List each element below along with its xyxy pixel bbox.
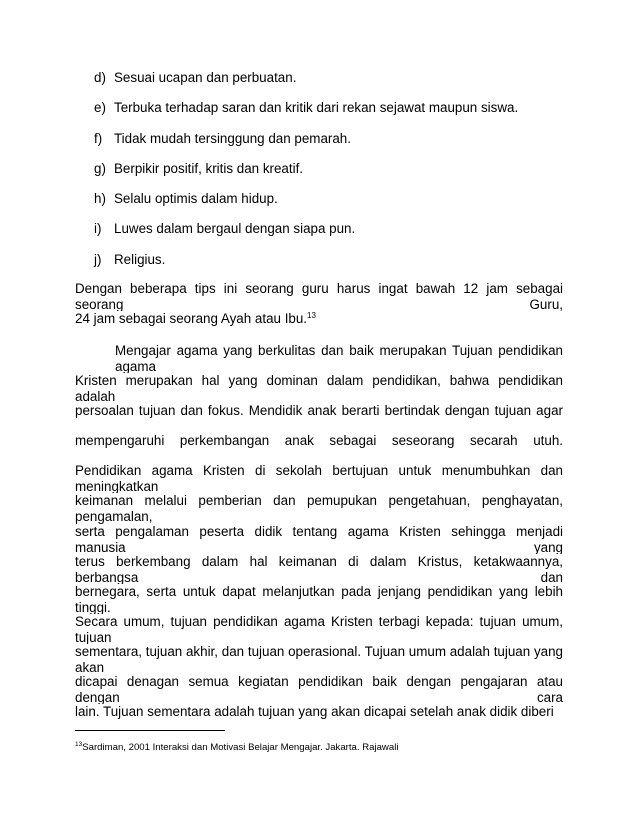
- paragraph-line: Dengan beberapa tips ini seorang guru harus ingat bawah 12 jam sebagai seorang Guru,: [75, 281, 563, 312]
- list-item: [94, 161, 574, 191]
- paragraph-line: mempengaruhi perkembangan anak sebagai seseorang secarah utuh.: [75, 433, 563, 449]
- paragraph-line: Secara umum, tujuan pendidikan agama Kristen terbagi kepada: tujuan umum, tujuan: [75, 613, 563, 644]
- list-item-text: Sesuai ucapan dan perbuatan.: [114, 70, 297, 85]
- footnote-reference[interactable]: 13: [307, 311, 316, 321]
- list-item: [94, 70, 574, 100]
- paragraph-line-text: 24 jam sebagai seorang Ayah atau Ibu.: [75, 311, 308, 327]
- list-item: [94, 131, 574, 161]
- paragraph-line: bernegara, serta untuk dapat melanjutkan pada jenjang pendidikan yang lebih tinggi.: [75, 583, 563, 614]
- list-item: [94, 252, 574, 282]
- list-marker: j): [94, 251, 102, 267]
- list-item-text: Selalu optimis dalam hidup.: [114, 191, 278, 207]
- list-marker: d): [94, 70, 106, 85]
- list-item-text: Tidak mudah tersinggung dan pemarah.: [114, 130, 351, 146]
- paragraph-line: dicapai denagan semua kegiatan pendidikan baik dengan pengajaran atau dengan cara: [75, 674, 563, 705]
- paragraph-tips: [75, 281, 563, 341]
- paragraph-line: Kristen merupakan hal yang dominan dalam pendidikan, bahwa pendidikan adalah: [75, 373, 563, 404]
- paragraph-line: serta pengalaman peserta didik tentang agama Kristen sehingga menjadi manusia yang: [75, 523, 563, 554]
- list-item-text: Berpikir positif, kritis dan kreatif.: [114, 160, 304, 176]
- list-item-text: Religius.: [114, 251, 166, 267]
- paragraph-line: keimanan melalui pemberian dan pemupukan pengetahuan, penghayatan, pengamalan,: [75, 493, 563, 524]
- list-marker: i): [94, 221, 102, 237]
- paragraph-line: persoalan tujuan dan fokus. Mendidik anak berarti bertindak dengan tujuan agar: [75, 403, 563, 419]
- list-item-text: Luwes dalam bergaul dengan siapa pun.: [114, 221, 356, 237]
- paragraph-line: lain. Tujuan sementara adalah tujuan yang akan dicapai setelah anak didik diberi: [75, 704, 554, 720]
- list-marker: h): [94, 191, 106, 207]
- paragraph-line: [75, 311, 563, 341]
- footnote-separator: [75, 730, 225, 731]
- list-item: [94, 191, 574, 221]
- list-item: [94, 100, 574, 130]
- list-marker: e): [94, 100, 106, 116]
- footnote-number: 13: [75, 741, 83, 748]
- paragraph-tujuan: [75, 343, 563, 734]
- list-marker: f): [94, 130, 103, 146]
- paragraph-line: Mengajar agama yang berkulitas dan baik merupakan Tujuan pendidikan agama: [115, 343, 563, 374]
- paragraph-line: sementara, tujuan akhir, dan tujuan operasional. Tujuan umum adalah tujuan yang akan: [75, 643, 563, 675]
- footnote: [75, 742, 398, 754]
- list-marker: g): [94, 160, 106, 176]
- paragraph-line: terus berkembang dalam hal keimanan di dalam Kristus, ketakwaannya, berbangsa dan: [75, 553, 563, 584]
- footnote-text: Sardiman, 2001 Interaksi dan Motivasi Belajar Mengajar. Jakarta. Rajawali: [82, 742, 399, 753]
- paragraph-line: Pendidikan agama Kristen di sekolah bertujuan untuk menumbuhkan dan meningkatkan: [75, 463, 563, 494]
- list-item-text: Terbuka terhadap saran dan kritik dari rekan sejawat maupun siswa.: [114, 100, 519, 116]
- criteria-list: [94, 70, 574, 282]
- list-item: [94, 221, 574, 251]
